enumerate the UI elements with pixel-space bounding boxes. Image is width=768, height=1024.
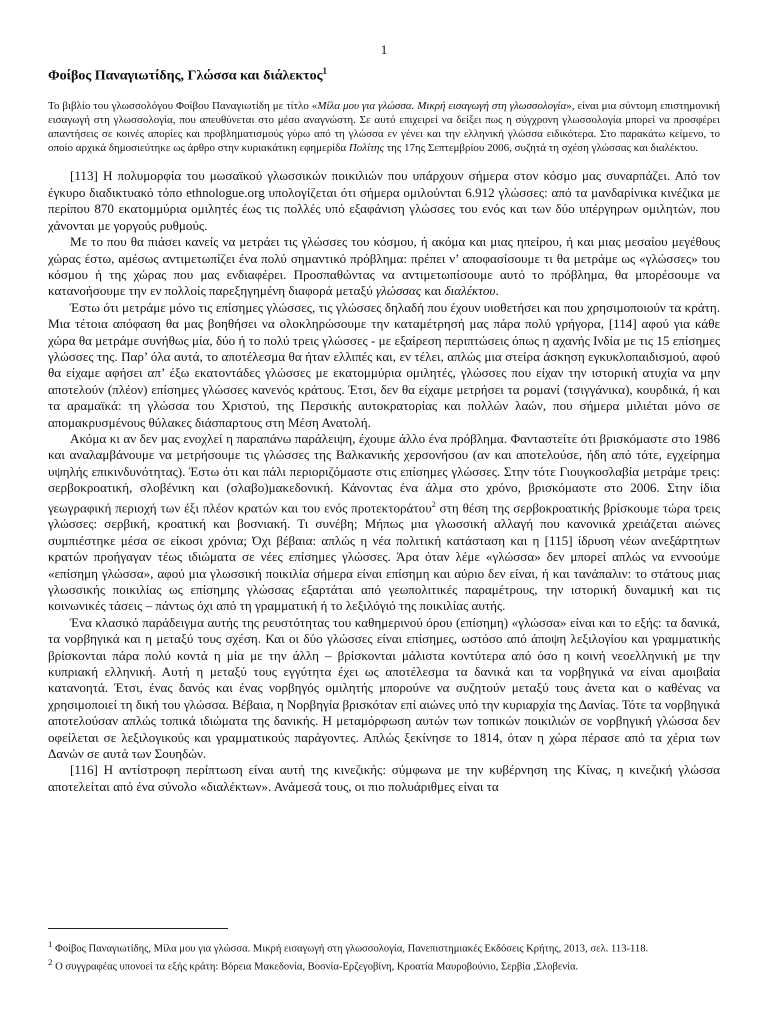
intro-text: Το βιβλίο του γλωσσολόγου Φοίβου Παναγιωτίδη με τίτλο «: [48, 99, 318, 112]
footnote-text: Ο συγγραφέας υπονοεί τα εξής κράτη: Βόρεια Μακεδονία, Βοσνία-Ερζεγοβίνη, Κροατία Μαυροβούνιο, Σερβία ,Σλοβενία.: [52, 961, 579, 973]
document-page: [48, 42, 720, 795]
page-number: 1: [380, 42, 388, 57]
footnote-number: 1: [48, 939, 53, 949]
paragraph-6: [116] Η αντίστροφη περίπτωση είναι αυτή της κινεζικής: σύμφωνα με την κυβέρνηση της Κίνας, η κινεζική γλώσσα αποτελείται από ένα σύνολο «διαλέκτων». Ανάμεσά τους, οι πιο πολυάριθμες είναι τα: [48, 762, 720, 794]
title-text: Φοίβος Παναγιωτίδης, Γλώσσα και διάλεκτος: [48, 68, 323, 84]
emphasis-term: γλώσσας: [375, 283, 422, 299]
paragraph-text: Με το που θα πιάσει κανείς να μετράει τις γλώσσες του κόσμου, ή ακόμα και μιας ηπείρου, ή και μιας μεσαίου μεγέθους χώρας έστω, αμέσως αντιμετωπίζει ένα πολύ σημαντικό πρόβλημα: πρέπει ν’ αποφασίσουμε τι θα μετράμε ως «γλώσσες» του κόσμου ή της χώρας που μας ενδιαφέρει. Προσπαθώντας να αντιμετωπίσουμε αυτό το πρόβλημα, θα μπορέσουμε να κατανοήσουμε την εν πολλοίς παρεξηγημένη διαφορά μεταξύ: [48, 234, 720, 299]
article-body: [48, 168, 720, 795]
paragraph-3: Έστω ότι μετράμε μόνο τις επίσημες γλώσσες, τις γλώσσες δηλαδή που έχουν υιοθετήσει και που χρησιμοποιούν τα κράτη. Μια τέτοια απόφαση θα μας βοηθήσει να ολοκληρώσουμε την καταμέτρησή μας πάρα πολύ γρήγορα, [114] αφού για κάθε χώρα θα μετράμε συνήθως μία, δύο ή το πολύ τρεις γλώσσες - με εξαίρεση περιπτώσεις όπως η αχανής Ινδία με τις 15 επίσημες γλώσσες της. Παρ’ όλα αυτά, το αποτέλεσμα θα ήταν ελλιπές και, εν τέλει, απλώς μια στείρα άσκηση εγκυκλοπαιδισμού, αφού θα είχαμε αφήσει απ’ έξω εκατοντάδες γλώσσες με εκατομμύρια ομιλητές, γλώσσες που είχαν την ιστορική ατυχία να μην αποτελούν (πλέον) επίσημες γλώσσες κανενός κράτους. Έτσι, δεν θα είχαμε μετρήσει τα ρομανί (τσιγγάνικα), κουρδικά, ή και τα αραμαϊκά: τη γλώσσα του Χριστού, της Περσικής αυτοκρατορίας και πολλών λαών, που σήμερα μιλιέται μόνο σε απομακρυσμένους θύλακες διάσπαρτους στη Μέση Ανατολή.: [48, 299, 720, 430]
intro-text: της 17ης Σεπτεμβρίου 2006, συζητά τη σχέση γλώσσας και διαλέκτου.: [383, 142, 699, 155]
paragraph-text: στη θέση της σερβοκροατικής βρίσκουμε τώρα τρεις γλώσσες: σερβική, κροατική και βοσνιακή. Τι συνέβη; Μήπως μια γλωσσική αλλαγή που κανονικά χρειάζεται αιώνες συμπιέστηκε μέσα σε είκοσι χρόνια; Όχι βέβαια: απλώς η νέα πολιτική κατάσταση και η [115] ίδρυση νέων ανεξάρτητων κρατών προήγαγαν τέως ιδιώματα σε νέες επίσημες γλώσσες. Άρα όταν λέμε «γλώσσα» δεν μπορεί απλώς να εννοούμε «επίσημη γλώσσα», αφού μια γλωσσική ποικιλία σήμερα είναι επίσημη και αύριο δεν είναι, ή και τανάπαλιν: το στάτους μιας γλωσσικής ποικιλίας ως επίσημης γλώσσας εξαρτάται από γεωπολιτικές παραμέτρους, την ιστορική δυναμική και τις κοινωνικές τάσεις – πάντως όχι από τη γραμματική ή το λεξιλόγιό της ποικιλίας αυτής.: [48, 499, 721, 614]
paragraph-text: και: [421, 283, 445, 299]
paragraph-4: [48, 431, 720, 615]
footnote-divider: [48, 928, 228, 929]
footnotes: [48, 938, 720, 973]
footnote-marker: 2: [431, 499, 436, 509]
intro-text: », είναι μια σύντομη επιστημονική εισαγωγή στη γλωσσολογία, που απευθύνεται στο μέσο αναγνώστη. Σε αυτό επιχειρεί να δείξει πως η σύγχρονη γλωσσολογία μπορεί να προσφέρει απαντήσεις σε κοινές απορίες και προβληματισμούς γύρω από τη γλώσσα εν γένει και την ελληνική γλώσσα ειδικότερα. Στο παρακάτω κείμενο, το οποίο αρχικά δημοσιεύτηκε ως άρθρο στην κυριακάτικη εφημερίδα: [48, 99, 720, 155]
footnote-2: [48, 956, 720, 974]
title-footnote-marker: 1: [322, 66, 328, 76]
intro-paragraph: [48, 99, 720, 156]
paragraph-5: Ένα κλασικό παράδειγμα αυτής της ρευστότητας του καθημερινού όρου (επίσημη) «γλώσσα» είναι και το εξής: τα δανικά, τα νορβηγικά και η μεταξύ τους σχέση. Και οι δύο γλώσσες είναι επίσημες, ωστόσο από άποψη λεξιλογίου και γραμματικής βρίσκονται πάρα πολύ κοντά η μία με την άλλη – βρίσκονται μάλιστα κοντύτερα από όσο η κοινή νεοελληνική με την κυπριακή ελληνική. Αυτή η μεταξύ τους εγγύτητα έχει ως αποτέλεσμα τα δανικά και τα νορβηγικά να είναι αμοιβαία κατανοητά. Έτσι, ένας δανός και ένας νορβηγός ομιλητής μπορούνε να συζητούν μεταξύ τους άνετα και ο καθένας να χρησιμοποιεί τη δική του γλώσσα. Βέβαια, η Νορβηγία βρισκόταν επί αιώνες υπό την κυριαρχία της Δανίας. Τότε τα νορβηγικά αποτελούσαν απλώς τοπικά ιδιώματα της δανικής. Η μεταμόρφωση αυτών των τοπικών ποικιλιών σε νορβηγική γλώσσα δεν οφείλεται σε λεξιλογικούς και γραμματικούς παράγοντες. Απλώς ξεκίνησε το 1814, όταν η χώρα πέρασε από τα χέρια των Δανών σε αυτά των Σουηδών.: [48, 614, 720, 762]
intro-book-title: Μίλα μου για γλώσσα. Μικρή εισαγωγή στη γλωσσολογία: [317, 99, 567, 112]
footnote-number: 2: [48, 956, 53, 967]
footnote-1: [48, 938, 720, 956]
paragraph-text: Ακόμα κι αν δεν μας ενοχλεί η παραπάνω παράλειψη, έχουμε άλλο ένα πρόβλημα. Φανταστείτε ότι βρισκόμαστε στο 1986 και αναλαμβάνουμε να μετρήσουμε τις γλώσσες της Βαλκανικής χερσονήσου (αν και αποτελούσε, ήδη από τότε, εγχείρημα υψηλής επικινδυνότητας). Έστω ότι και πάλι περιοριζόμαστε στις επίσημες γλώσσες. Στην τότε Γιουγκοσλαβία μετράμε τρεις: σερβοκροατική, σλοβένικη και (σλαβο)μακεδονική. Κάνοντας ένα άλμα στο χρόνο, βρισκόμαστε στο 2006. Στην ίδια γεωγραφική περιοχή των έξι πλέον κρατών και του ενός προτεκτοράτου: [48, 430, 720, 515]
paragraph-text: .: [495, 283, 499, 299]
paragraph-1: [113] Η πολυμορφία του μωσαϊκού γλωσσικών ποικιλιών που υπάρχουν σήμερα στον κόσμο μας συναρπάζει. Από τον έγκυρο διαδικτυακό τόπο ethnologue.org υπολογίζεται ότι σήμερα ομιλούνται 6.912 γλώσσες: από τα μανδαρίνικα κινέζικα με περίπου 870 εκατομμύρια ομιλητές έως τις πολλές υπό εξαφάνιση γλώσσες του ενός και των δύο υπέργηρων ομιλητών, που χάνονται με γοργούς ρυθμούς.: [48, 168, 720, 233]
paragraph-2: [48, 234, 720, 300]
document-title: [48, 66, 720, 85]
intro-newspaper-name: Πολίτης: [348, 142, 384, 155]
emphasis-term: διαλέκτου: [444, 283, 496, 299]
footnote-text: Φοίβος Παναγιωτίδης, Μίλα μου για γλώσσα. Μικρή εισαγωγή στη γλωσσολογία, Πανεπιστημιακές Εκδόσεις Κρήτης, 2013, σελ. 113-118.: [52, 943, 649, 955]
